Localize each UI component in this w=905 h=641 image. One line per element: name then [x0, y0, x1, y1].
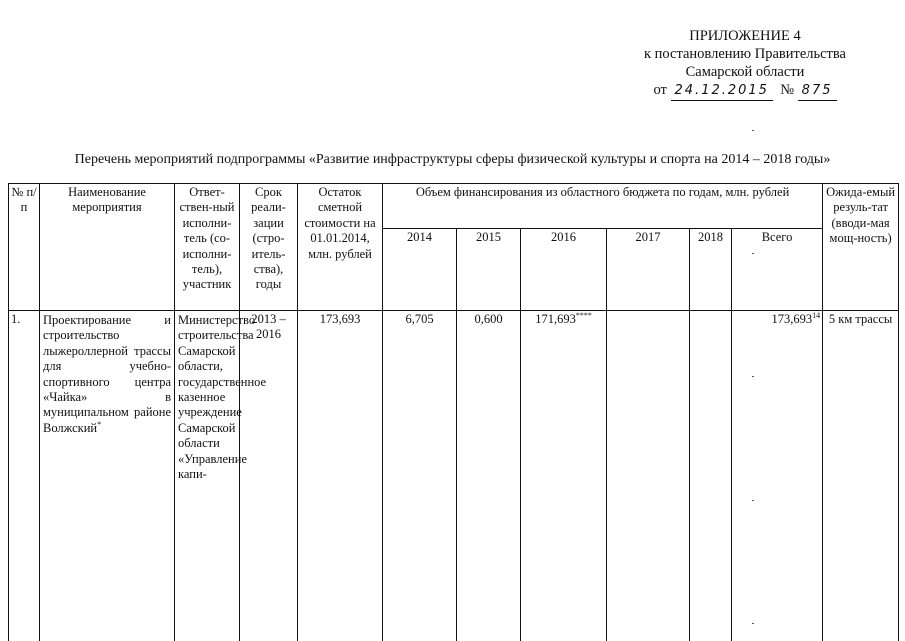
scan-speck: [752, 376, 754, 377]
scan-speck: [752, 130, 754, 131]
handwritten-date: 24.12.2015: [671, 82, 773, 101]
document-title: Перечень мероприятий подпрограммы «Развитие инфраструктуры сферы физической культуры и спорта на 2014 – 2018 годы»: [74, 152, 831, 167]
year-header-2014: 2014: [383, 229, 457, 311]
measures-table: [8, 183, 899, 641]
row-period: 2013 – 2016: [240, 311, 298, 641]
row-2014: 6,705: [383, 311, 457, 641]
appendix-title: ПРИЛОЖЕНИЕ 4: [689, 28, 801, 44]
col-header-remaining: Остаток сметной стоимости на 01.01.2014, млн. рублей: [298, 184, 383, 311]
col-header-responsible: Ответ-ствен-ный исполни-тель (со-исполни-тель), участник: [175, 184, 240, 311]
appendix-region: Самарской области: [685, 64, 805, 80]
col-header-number: № п/п: [9, 184, 40, 311]
scan-speck: [752, 500, 754, 501]
col-header-period: Срок реали-зации (стро-итель-ства), годы: [240, 184, 298, 311]
row-2017: [607, 311, 690, 641]
table-row: [9, 311, 899, 641]
row-2016: 171,693****: [521, 311, 607, 641]
row-remaining: 173,693: [298, 311, 383, 641]
col-header-result: Ожида-емый резуль-тат (вводи-мая мощ-ность): [823, 184, 899, 311]
footnote-mark: 14: [812, 310, 821, 320]
handwritten-number: 875: [798, 82, 837, 101]
year-header-2015: 2015: [457, 229, 521, 311]
appendix-resolution: к постановлению Правительства: [644, 46, 846, 62]
row-2015: 0,600: [457, 311, 521, 641]
appendix-date-line: [625, 81, 865, 101]
scan-speck: [752, 253, 754, 254]
row-result: 5 км трассы: [823, 311, 899, 641]
year-header-total: Всего: [732, 229, 823, 311]
row-total: 173,693$^{14}$: [732, 311, 823, 641]
col-header-name: Наименование мероприятия: [40, 184, 175, 311]
year-header-2018: 2018: [690, 229, 732, 311]
footnote-mark: ****: [575, 310, 592, 320]
row-2018: [690, 311, 732, 641]
number-prefix: №: [780, 82, 795, 98]
row-number: 1.: [9, 311, 40, 641]
footnote-mark: *: [97, 419, 102, 429]
scan-speck: [752, 623, 754, 624]
year-header-2016: 2016: [521, 229, 607, 311]
row-measure-name: Проектирование и строительство лыжероллерной трассы для учебно-спортивного центра «Чайка» в муниципальном районе Волжский*: [40, 311, 175, 641]
year-header-2017: 2017: [607, 229, 690, 311]
date-prefix: от: [653, 82, 667, 98]
appendix-header: [625, 27, 865, 101]
row-responsible: Министерство строительства Самарской области, государственное казенное учреждение Самарской области «Управление капи-: [175, 311, 240, 641]
col-header-funding: Объем финансирования из областного бюджета по годам, млн. рублей: [383, 184, 823, 229]
